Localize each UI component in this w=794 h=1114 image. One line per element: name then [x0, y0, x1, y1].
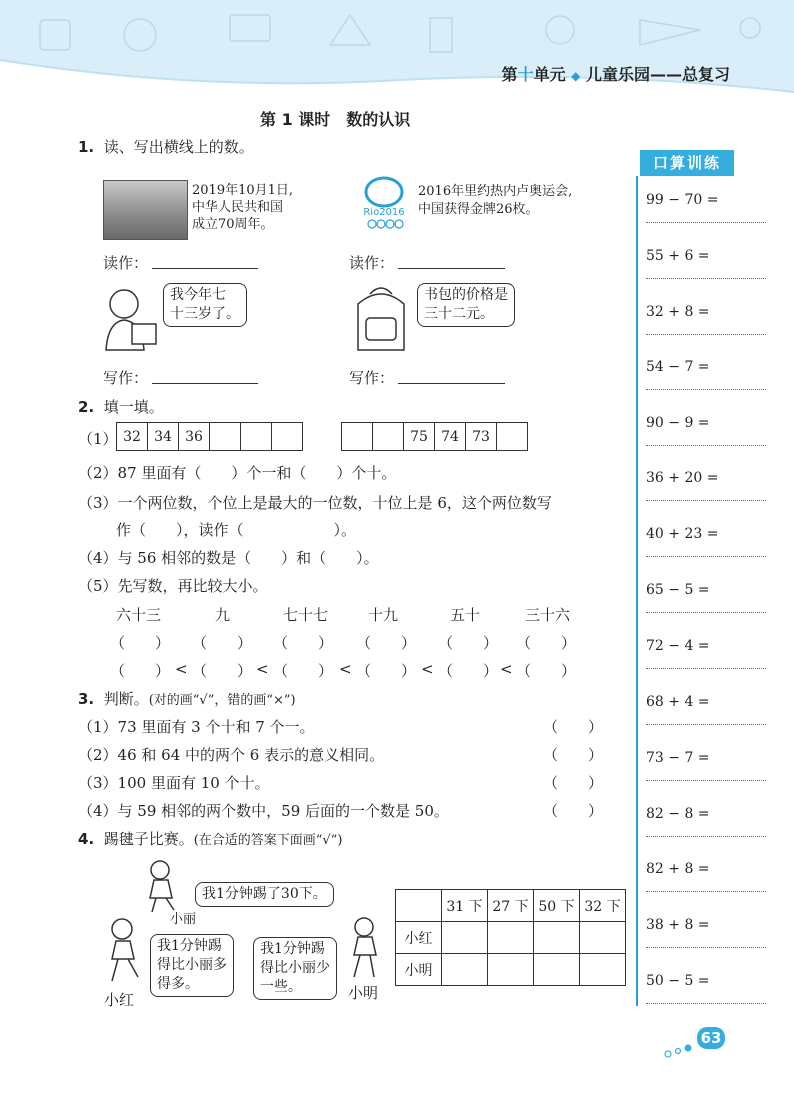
- olympic-logo-icon: [355, 174, 413, 230]
- q1-right-caption: 2016年里约热内卢奥运会, 中国获得金牌26枚。: [418, 184, 573, 217]
- table-row: [396, 954, 626, 986]
- answer-paren[interactable]: （ ）: [356, 634, 417, 652]
- sidebar-item: 50 − 5 =: [646, 973, 766, 1029]
- number-word: 九: [215, 606, 231, 624]
- xiaoli-bubble: 我1分钟踢了30下。: [195, 882, 334, 907]
- answer-line[interactable]: [646, 724, 766, 725]
- answer-line[interactable]: [646, 947, 766, 948]
- sequence-table-2: [341, 422, 528, 451]
- answer-cell[interactable]: [534, 922, 580, 954]
- number-word: 三十六: [525, 606, 571, 624]
- backpack-illustration: [348, 282, 414, 354]
- compare-paren[interactable]: （ ）: [356, 662, 417, 680]
- tiananmen-photo: [103, 180, 188, 240]
- answer-line[interactable]: [646, 836, 766, 837]
- diamond-icon: ◆: [571, 69, 581, 83]
- judge-paren[interactable]: （ ）: [543, 746, 604, 764]
- sidebar-item: 82 − 8 =: [646, 806, 766, 862]
- compare-paren[interactable]: （ ）: [110, 662, 171, 680]
- q1-left-bubble: 我今年七 十三岁了。: [163, 283, 247, 327]
- sidebar-item: 68 + 4 =: [646, 694, 766, 750]
- sidebar-item: 82 + 8 =: [646, 861, 766, 917]
- seq2-cell[interactable]: [373, 423, 404, 451]
- seq2-cell: 74: [435, 423, 466, 451]
- sidebar-item: 32 + 8 =: [646, 304, 766, 360]
- answer-line[interactable]: [646, 668, 766, 669]
- answer-cell[interactable]: [534, 954, 580, 986]
- page-number: 63: [697, 1027, 725, 1049]
- q1-right-bubble: 书包的价格是 三十二元。: [417, 283, 515, 327]
- table-header-cell: 27 下: [488, 890, 534, 922]
- answer-line[interactable]: [646, 891, 766, 892]
- xiaoming-label: 小明: [348, 984, 379, 1002]
- sidebar-item: 90 − 9 =: [646, 415, 766, 471]
- write-label-right: 写作：: [349, 369, 395, 387]
- read-label-right: 读作：: [349, 254, 395, 272]
- sidebar-item: 36 + 20 =: [646, 470, 766, 526]
- bubbles-icon: [662, 1040, 696, 1060]
- compare-paren[interactable]: （ ）: [192, 662, 253, 680]
- q2-p1-label: （1）: [78, 430, 118, 448]
- answer-paren[interactable]: （ ）: [516, 634, 577, 652]
- number-word: 五十: [450, 606, 481, 624]
- q1-prompt: 1. 读、写出横线上的数。: [78, 138, 254, 156]
- q2-p3-line2: 作（ ），读作（ ）。: [116, 521, 357, 539]
- xiaoming-illustration: [340, 915, 388, 981]
- number-word: 六十三: [116, 606, 162, 624]
- sidebar-item: 38 + 8 =: [646, 917, 766, 973]
- seq2-cell[interactable]: [342, 423, 373, 451]
- sidebar-item: 72 − 4 =: [646, 638, 766, 694]
- number-word: 七十七: [283, 606, 329, 624]
- sidebar-item: 40 + 23 =: [646, 526, 766, 582]
- less-than: <: [175, 660, 188, 678]
- table-row: [396, 922, 626, 954]
- q4-prompt: 4. 踢毽子比赛。(在合适的答案下面画“√”): [78, 830, 343, 848]
- compare-paren[interactable]: （ ）: [516, 662, 577, 680]
- answer-cell[interactable]: [580, 922, 626, 954]
- sequence-table-1: [116, 422, 303, 451]
- seq1-cell[interactable]: [210, 423, 241, 451]
- answer-line[interactable]: [646, 334, 766, 335]
- seq1-cell: 34: [148, 423, 179, 451]
- sidebar-item: 73 − 7 =: [646, 750, 766, 806]
- lesson-title: 第 1 课时 数的认识: [260, 110, 411, 129]
- sidebar-item: 54 − 7 =: [646, 359, 766, 415]
- answer-line[interactable]: [646, 445, 766, 446]
- compare-paren[interactable]: （ ）: [273, 662, 334, 680]
- table-header-cell: 50 下: [534, 890, 580, 922]
- less-than: <: [256, 660, 269, 678]
- answer-cell[interactable]: [488, 922, 534, 954]
- grandpa-illustration: [98, 284, 158, 354]
- q2-p2: （2）87 里面有（ ）个一和（ ）个十。: [78, 464, 397, 482]
- unit-title: 第十单元 ◆ 儿童乐园——总复习: [501, 65, 730, 84]
- judge-paren[interactable]: （ ）: [543, 718, 604, 736]
- table-row-label: 小红: [396, 922, 442, 954]
- answer-paren[interactable]: （ ）: [110, 634, 171, 652]
- answer-cell[interactable]: [442, 922, 488, 954]
- xiaohong-label: 小红: [104, 991, 135, 1009]
- seq1-cell[interactable]: [272, 423, 303, 451]
- read-answer-left[interactable]: [152, 252, 258, 269]
- answer-paren[interactable]: （ ）: [438, 634, 499, 652]
- answer-cell[interactable]: [442, 954, 488, 986]
- answer-line[interactable]: [646, 780, 766, 781]
- seq1-cell[interactable]: [241, 423, 272, 451]
- sidebar-title: 口算训练: [640, 150, 734, 176]
- judge-paren[interactable]: （ ）: [543, 774, 604, 792]
- seq1-cell: 32: [117, 423, 148, 451]
- seq2-cell[interactable]: [497, 423, 528, 451]
- write-answer-left[interactable]: [152, 367, 258, 384]
- q2-p4: （4）与 56 相邻的数是（ ）和（ ）。: [78, 549, 379, 567]
- answer-cell[interactable]: [580, 954, 626, 986]
- write-answer-right[interactable]: [398, 367, 505, 384]
- seq1-cell: 36: [179, 423, 210, 451]
- q3-item: （4）与 59 相邻的两个数中，59 后面的一个数是 50。: [78, 802, 449, 820]
- answer-line[interactable]: [646, 222, 766, 223]
- table-row: [396, 890, 626, 922]
- answer-line[interactable]: [646, 612, 766, 613]
- xiaoming-bubble: 我1分钟踢 得比小丽少 一些。: [253, 937, 337, 1000]
- less-than: <: [339, 660, 352, 678]
- write-label-left: 写作：: [103, 369, 149, 387]
- sidebar-item: 55 + 6 =: [646, 248, 766, 304]
- table-row-label: 小明: [396, 954, 442, 986]
- seq2-cell: 73: [466, 423, 497, 451]
- less-than: <: [500, 660, 513, 678]
- answer-paren[interactable]: （ ）: [273, 634, 334, 652]
- compare-paren[interactable]: （ ）: [438, 662, 499, 680]
- xiaoli-illustration: [138, 858, 186, 914]
- q2-prompt: 2. 填一填。: [78, 398, 164, 416]
- read-label-left: 读作：: [103, 254, 149, 272]
- sidebar-item: 65 − 5 =: [646, 582, 766, 638]
- table-header-cell: 31 下: [442, 890, 488, 922]
- answer-line[interactable]: [646, 389, 766, 390]
- unit-number: 十: [517, 65, 534, 84]
- q3-prompt: 3. 判断。(对的画“√”，错的画“×”): [78, 690, 296, 708]
- svg-text:Rio2016: Rio2016: [363, 207, 405, 218]
- q3-item: （2）46 和 64 中的两个 6 表示的意义相同。: [78, 746, 385, 764]
- sidebar-divider: [636, 176, 638, 1006]
- answer-paren[interactable]: （ ）: [192, 634, 253, 652]
- q2-p3-line1: （3）一个两位数，个位上是最大的一位数，十位上是 6，这个两位数写: [78, 494, 552, 512]
- read-answer-right[interactable]: [398, 252, 505, 269]
- q2-p5: （5）先写数，再比较大小。: [78, 577, 268, 595]
- xiaohong-illustration: [100, 915, 148, 987]
- answer-line[interactable]: [646, 556, 766, 557]
- q3-item: （1）73 里面有 3 个十和 7 个一。: [78, 718, 315, 736]
- q3-item: （3）100 里面有 10 个十。: [78, 774, 270, 792]
- q1-left-caption: 2019年10月1日, 中华人民共和国 成立70周年。: [192, 183, 294, 232]
- seq2-cell: 75: [404, 423, 435, 451]
- answer-line[interactable]: [646, 278, 766, 279]
- table-corner-cell: [396, 890, 442, 922]
- xiaoli-label: 小丽: [170, 912, 197, 927]
- answer-line[interactable]: [646, 1003, 766, 1004]
- kick-table: [395, 889, 626, 986]
- answer-line[interactable]: [646, 500, 766, 501]
- header-band: [0, 0, 794, 100]
- unit-theme: 儿童乐园——总复习: [585, 65, 730, 84]
- number-word: 十九: [368, 606, 399, 624]
- less-than: <: [421, 660, 434, 678]
- table-header-cell: 32 下: [580, 890, 626, 922]
- answer-cell[interactable]: [488, 954, 534, 986]
- judge-paren[interactable]: （ ）: [543, 802, 604, 820]
- xiaohong-bubble: 我1分钟踢 得比小丽多 得多。: [150, 934, 234, 997]
- sidebar-item: 99 − 70 =: [646, 192, 766, 248]
